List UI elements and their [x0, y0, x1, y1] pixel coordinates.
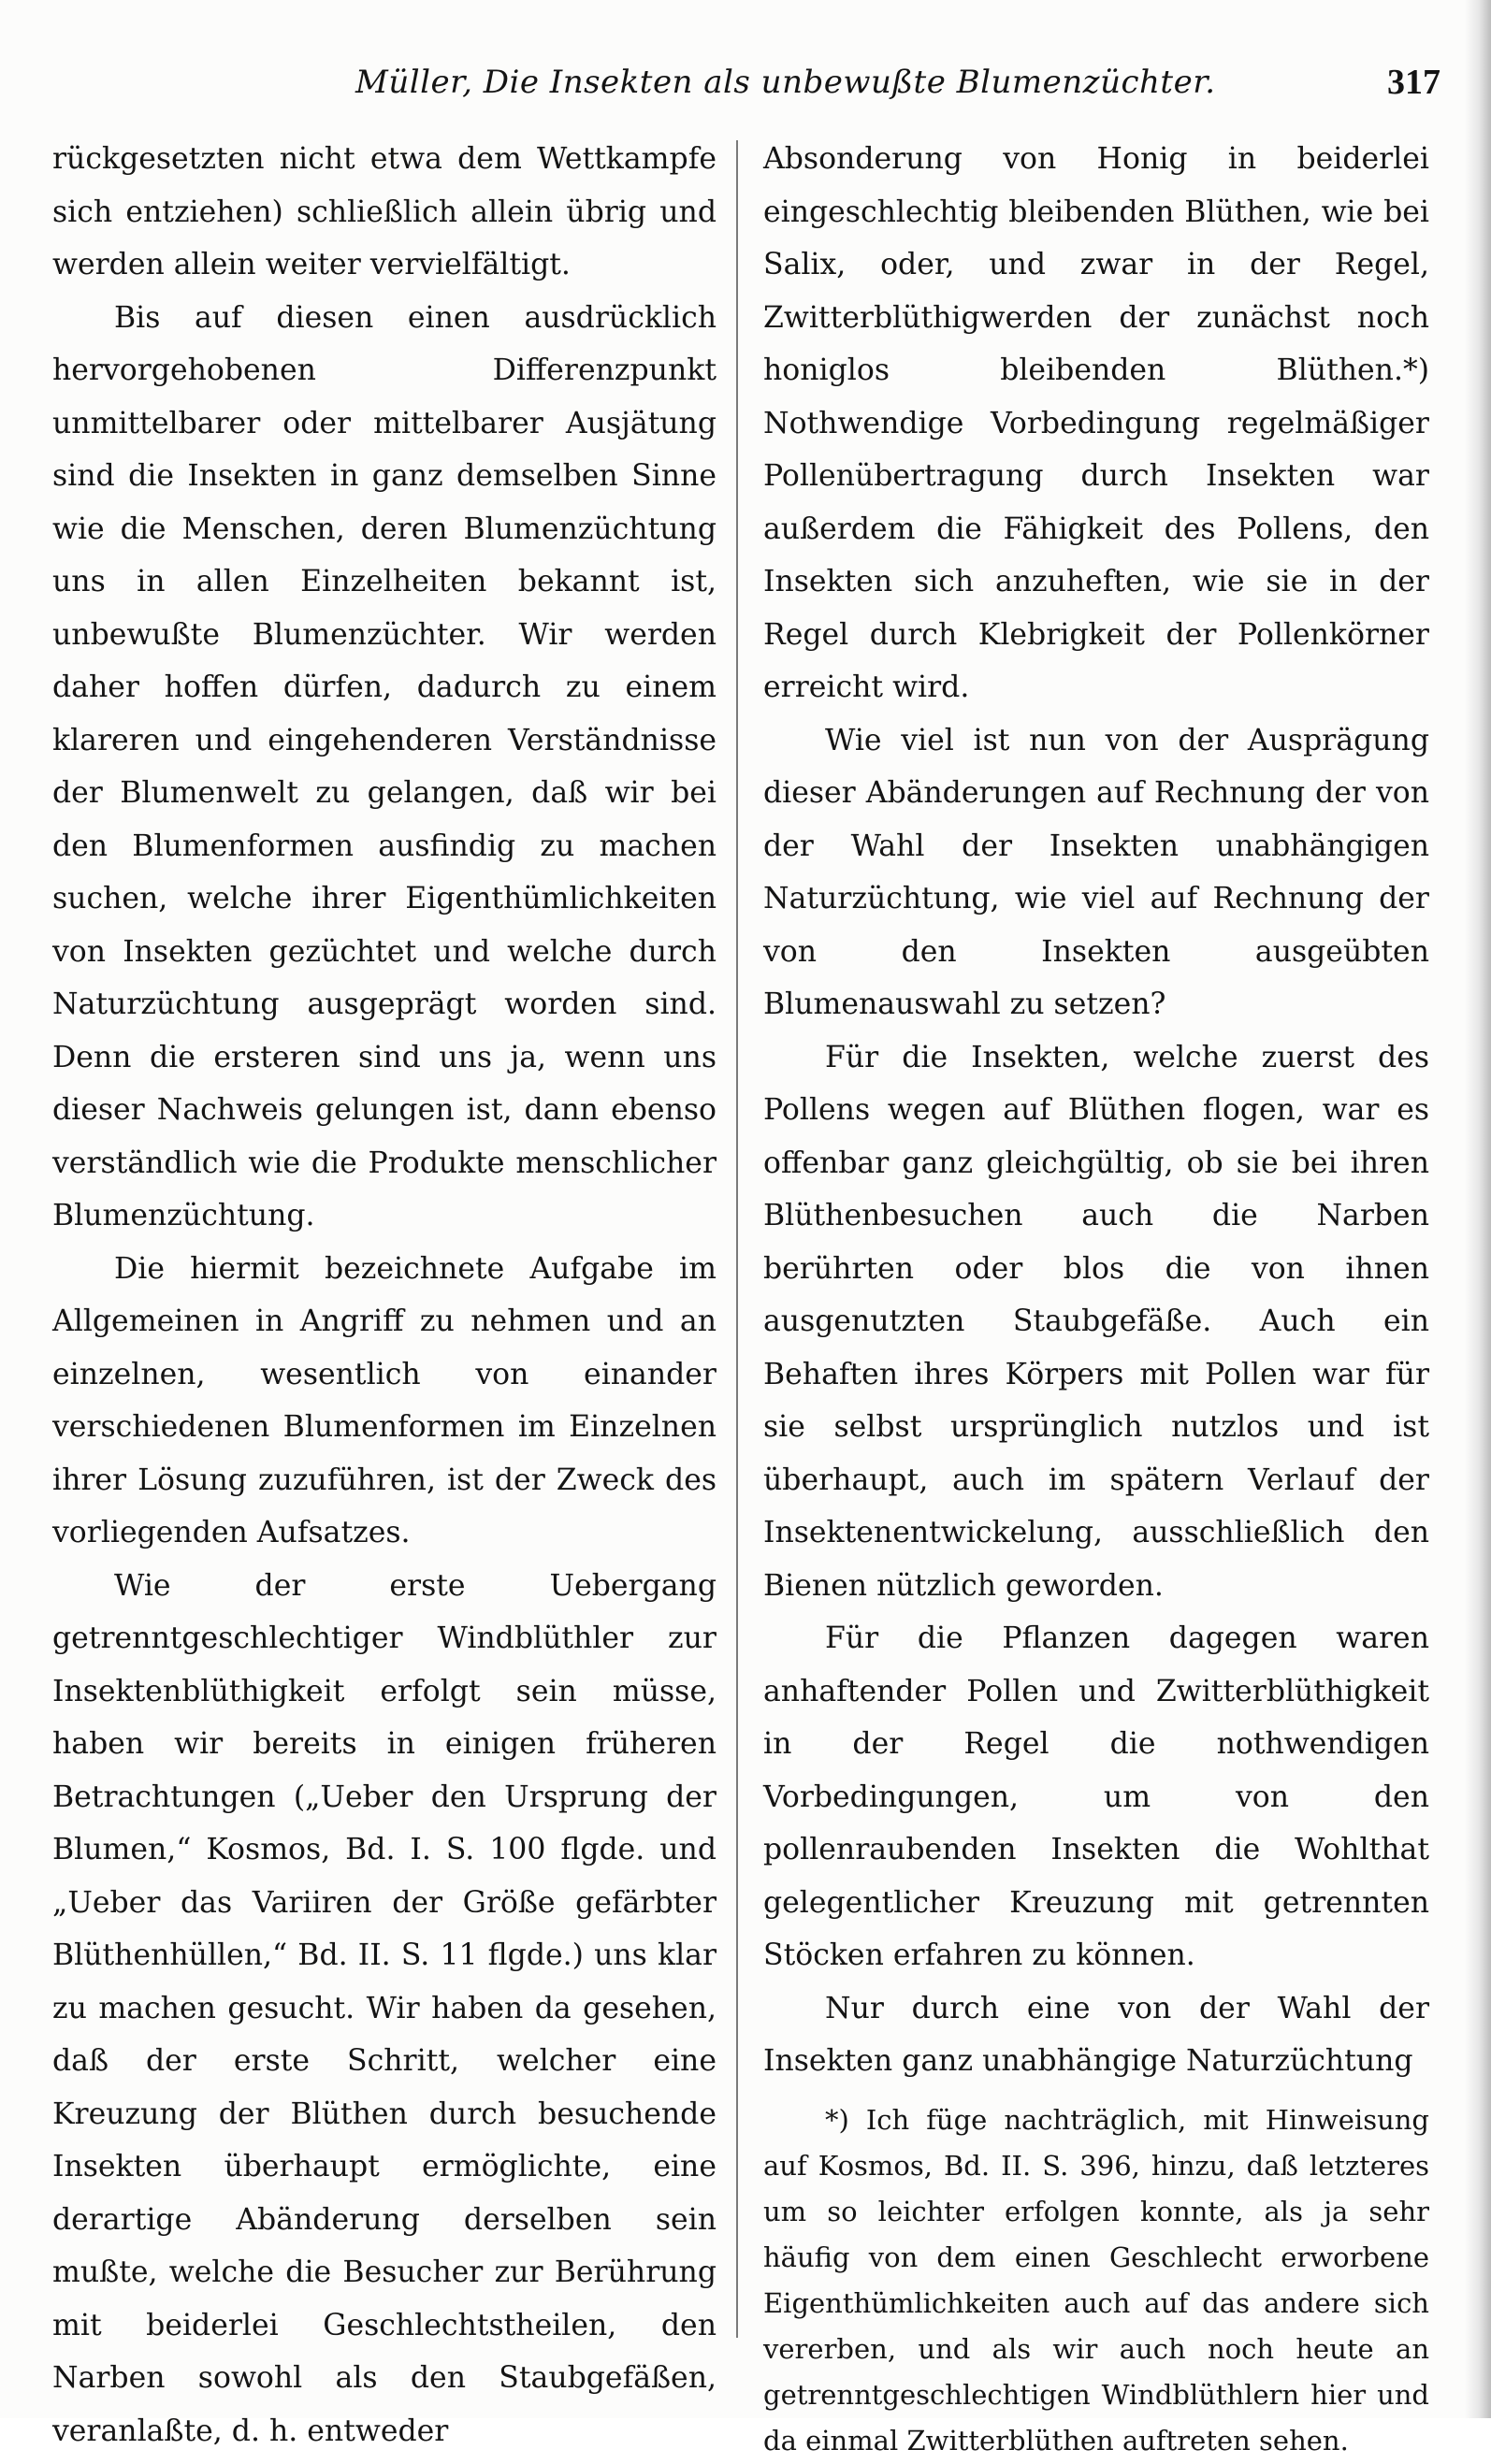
- paragraph: Nur durch eine von der Wahl der Insekten ganz unabhängige Naturzüchtung: [763, 1991, 1429, 2078]
- paragraph: Bis auf diesen einen ausdrücklich hervorgehobenen Differenzpunkt unmittelbarer oder mittelbarer Ausjätung sind die Insekten in ganz demselben Sinne wie die Menschen, deren Blumenzüchtung uns in allen Einzelheiten bekannt ist, unbewußte Blumenzüchter. Wir werden daher hoffen dürfen, dadurch zu einem klareren und eingehenderen Verständnisse der Blumenwelt zu gelangen, daß wir bei den Blumenformen ausfindig zu machen suchen, welche ihrer Eigenthümlichkeiten von Insekten gezüchtet und welche durch Naturzüchtung ausgeprägt worden sind. Denn die ersteren sind uns ja, wenn uns dieser Nachweis gelungen ist, dann ebenso verständlich wie die Produkte menschlicher Blumenzüchtung.: [52, 300, 717, 1232]
- page-number: 317: [1387, 63, 1440, 102]
- page-header: [56, 45, 1440, 120]
- column-divider: [736, 140, 738, 2338]
- paragraph: Wie der erste Uebergang getrenntgeschlechtiger Windblüthler zur Insektenblüthigkeit erfolgt sein müsse, haben wir bereits in einigen früheren Betrachtungen („Ueber den Ursprung der Blumen,“ Kosmos, Bd. I. S. 100 flgde. und „Ueber das Variiren der Größe gefärbter Blüthenhüllen,“ Bd. II. S. 11 flgde.) uns klar zu machen gesucht. Wir haben da gesehen, daß der erste Schritt, welcher eine Kreuzung der Blüthen durch besuchende Insekten überhaupt ermöglichte, eine derartige Abänderung derselben sein mußte, welche die Besucher zur Berührung mit beiderlei Geschlechtstheilen, den Narben sowohl als den Staubgefäßen, veranlaßte, d. h. entweder: [52, 1568, 717, 2448]
- running-head: Müller, Die Insekten als unbewußte Blumenzüchter.: [355, 64, 1216, 101]
- paragraph: Für die Pflanzen dagegen waren anhaftender Pollen und Zwitterblüthigkeit in der Regel die nothwendigen Vorbedingungen, um von den pollenraubenden Insekten die Wohlthat gelegentlicher Kreuzung mit getrennten Stöcken erfahren zu können.: [763, 1621, 1429, 1972]
- paragraph: rückgesetzten nicht etwa dem Wettkampfe sich entziehen) schließlich allein übrig und werden allein weiter vervielfältigt.: [52, 142, 717, 281]
- right-column: [763, 133, 1429, 2464]
- page-edge-shadow: [1465, 0, 1491, 2418]
- footnote: *) Ich füge nachträglich, mit Hinweisung auf Kosmos, Bd. II. S. 396, hinzu, daß letzteres um so leichter erfolgen konnte, als ja sehr häufig von dem einen Geschlecht erworbene Eigenthümlichkeiten auch auf das andere sich vererben, und als wir auch noch heute an getrenntgeschlechtigen Windblüthlern hier und da einmal Zwitterblüthen auftreten sehen.: [763, 2103, 1429, 2457]
- paragraph: Für die Insekten, welche zuerst des Pollens wegen auf Blüthen flogen, war es offenbar ganz gleichgültig, ob sie bei ihren Blüthenbesuchen auch die Narben berührten oder blos die von ihnen ausgenutzten Staubgefäße. Auch ein Behaften ihres Körpers mit Pollen war für sie selbst ursprünglich nutzlos und ist überhaupt, auch im spätern Verlauf der Insektenentwickelung, ausschließlich den Bienen nützlich geworden.: [763, 1040, 1429, 1603]
- left-column: [52, 133, 717, 2457]
- paragraph: Die hiermit bezeichnete Aufgabe im Allgemeinen in Angriff zu nehmen und an einzelnen, wesentlich von einander verschiedenen Blumenformen im Einzelnen ihrer Lösung zuzuführen, ist der Zweck des vorliegenden Aufsatzes.: [52, 1251, 717, 1549]
- paragraph: Absonderung von Honig in beiderlei eingeschlechtig bleibenden Blüthen, wie bei Salix, oder, und zwar in der Regel, Zwitterblüthigwerden der zunächst noch honiglos bleibenden Blüthen.*) Nothwendige Vorbedingung regelmäßiger Pollenübertragung durch Insekten war außerdem die Fähigkeit des Pollens, den Insekten sich anzuheften, wie sie in der Regel durch Klebrigkeit der Pollenkörner erreicht wird.: [763, 142, 1429, 704]
- paragraph: Wie viel ist nun von der Ausprägung dieser Abänderungen auf Rechnung der von der Wahl der Insekten unabhängigen Naturzüchtung, wie viel auf Rechnung der von den Insekten ausgeübten Blumenauswahl zu setzen?: [763, 723, 1429, 1021]
